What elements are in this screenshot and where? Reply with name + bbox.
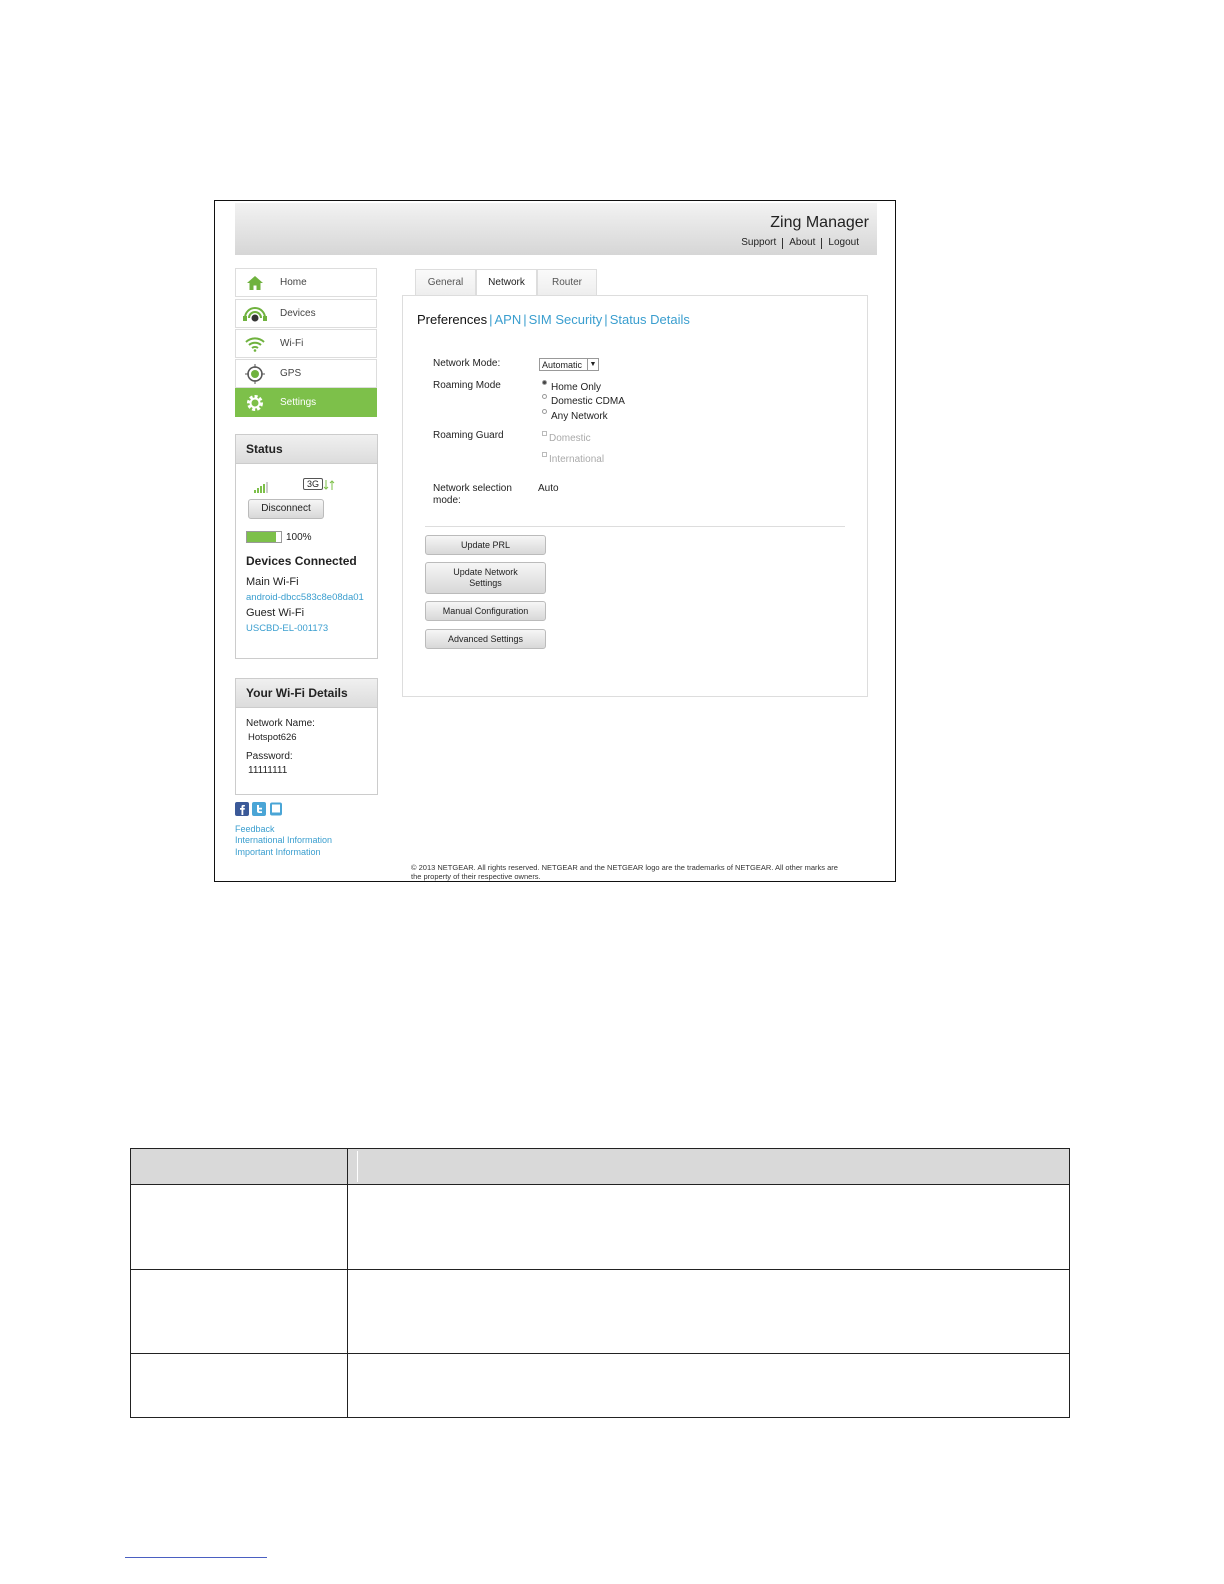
app-header [235,203,877,255]
network-mode-label: Network Mode: [433,358,501,369]
network-mode-value: Automatic [542,360,583,370]
network-selection-value: Auto [538,483,559,494]
table-row-divider [131,1269,1069,1270]
network-name-label: Network Name: [246,718,315,729]
table-header [131,1149,1069,1184]
subnav-separator: | [604,312,608,327]
wifi-details-title: Your Wi-Fi Details [236,679,377,708]
password-value: 11111111 [248,765,288,776]
checkbox-icon [542,431,547,436]
wifi-details-panel [235,678,378,795]
manual-configuration-button[interactable]: Manual Configuration [425,601,546,621]
tab-network[interactable]: Network [476,269,537,297]
subnav-status-details[interactable]: Status Details [609,312,690,327]
sidebar-item-gps[interactable] [235,359,377,388]
signal-strength-icon [254,480,270,498]
subnav [417,312,690,327]
disconnect-button[interactable]: Disconnect [248,499,324,519]
advanced-settings-button[interactable]: Advanced Settings [425,629,546,649]
tab-general[interactable]: General [415,269,476,295]
settings-icon [242,393,268,413]
top-links [735,237,865,249]
subnav-preferences[interactable]: Preferences [417,312,488,327]
subnav-sim-security[interactable]: SIM Security [528,312,603,327]
settings-content [402,295,868,697]
guest-wifi-device-link[interactable]: USCBD-EL-001173 [246,623,329,634]
table-row-divider [131,1353,1069,1354]
radio-selected-icon [542,380,547,385]
subnav-separator: | [523,312,527,327]
twitter-icon[interactable] [252,802,266,821]
tablet-icon[interactable] [269,802,283,821]
sidebar-item-label: Settings [280,397,317,408]
footnote-rule [125,1557,267,1558]
sidebar-item-label: Wi-Fi [280,338,304,349]
home-icon [242,275,268,291]
battery-bar [246,531,282,543]
sidebar-item-devices[interactable] [235,299,377,328]
roaming-mode-label: Roaming Mode [433,380,501,391]
password-label: Password: [246,751,293,762]
roaming-option-domestic-cdma[interactable]: Domestic CDMA [542,394,625,407]
main-wifi-device-link[interactable]: android-dbcc583c8e08da01 [246,592,364,603]
status-title: Status [236,435,377,464]
sidebar-item-settings[interactable] [235,388,377,417]
divider [425,526,845,527]
support-link[interactable]: Support [741,237,777,248]
sidebar-item-wifi[interactable] [235,329,377,358]
battery-percent: 100% [286,532,312,543]
table-row-divider [131,1184,1069,1185]
main-wifi-label: Main Wi-Fi [246,576,299,588]
radio-icon [542,409,547,414]
screenshot-frame [214,200,896,882]
network-selection-label-2: mode: [433,495,461,506]
tab-router[interactable]: Router [537,269,597,295]
subnav-separator: | [489,312,493,327]
important-information-link[interactable]: Important Information [235,847,321,857]
network-type-badge: 3G [303,478,323,490]
checkbox-icon [542,452,547,457]
sidebar-item-label: Home [280,277,307,288]
roaming-guard-domestic[interactable]: Domestic [542,431,591,444]
app-title: Zing Manager [770,214,869,231]
network-name-value: Hotspot626 [248,732,297,743]
sidebar-item-label: Devices [280,308,316,319]
about-link[interactable]: About [789,237,816,248]
radio-icon [542,394,547,399]
copyright-footer: © 2013 NETGEAR. All rights reserved. NETGEAR and the NETGEAR logo are the trademarks of NETGEAR. All other marks are the property of their respective owners. [411,863,838,881]
roaming-option-any-network[interactable]: Any Network [542,409,608,422]
sidebar-item-label: GPS [280,368,302,379]
international-information-link[interactable]: International Information [235,835,333,845]
gps-icon [242,364,268,384]
data-transfer-icon [323,478,335,496]
guest-wifi-label: Guest Wi-Fi [246,607,305,619]
description-table [130,1148,1070,1418]
network-mode-select[interactable] [539,358,599,371]
chevron-down-icon: ▼ [587,359,598,370]
devices-icon [242,306,268,322]
facebook-icon[interactable] [235,802,249,821]
header-column-highlight [357,1151,358,1182]
update-prl-button[interactable]: Update PRL [425,535,546,555]
roaming-guard-label: Roaming Guard [433,430,504,441]
subnav-apn[interactable]: APN [494,312,522,327]
logout-link[interactable]: Logout [828,237,859,248]
roaming-option-home-only[interactable]: Home Only [542,380,601,393]
status-panel [235,434,378,659]
sidebar-item-home[interactable] [235,268,377,297]
wifi-icon [242,336,268,352]
feedback-link[interactable]: Feedback [235,824,275,834]
table-column-divider [347,1149,348,1417]
update-network-settings-button[interactable]: Update Network Settings [425,562,546,594]
roaming-guard-international[interactable]: International [542,452,604,465]
network-selection-label: Network selection [433,483,512,494]
devices-connected-title: Devices Connected [246,554,357,568]
battery-fill [247,532,276,542]
